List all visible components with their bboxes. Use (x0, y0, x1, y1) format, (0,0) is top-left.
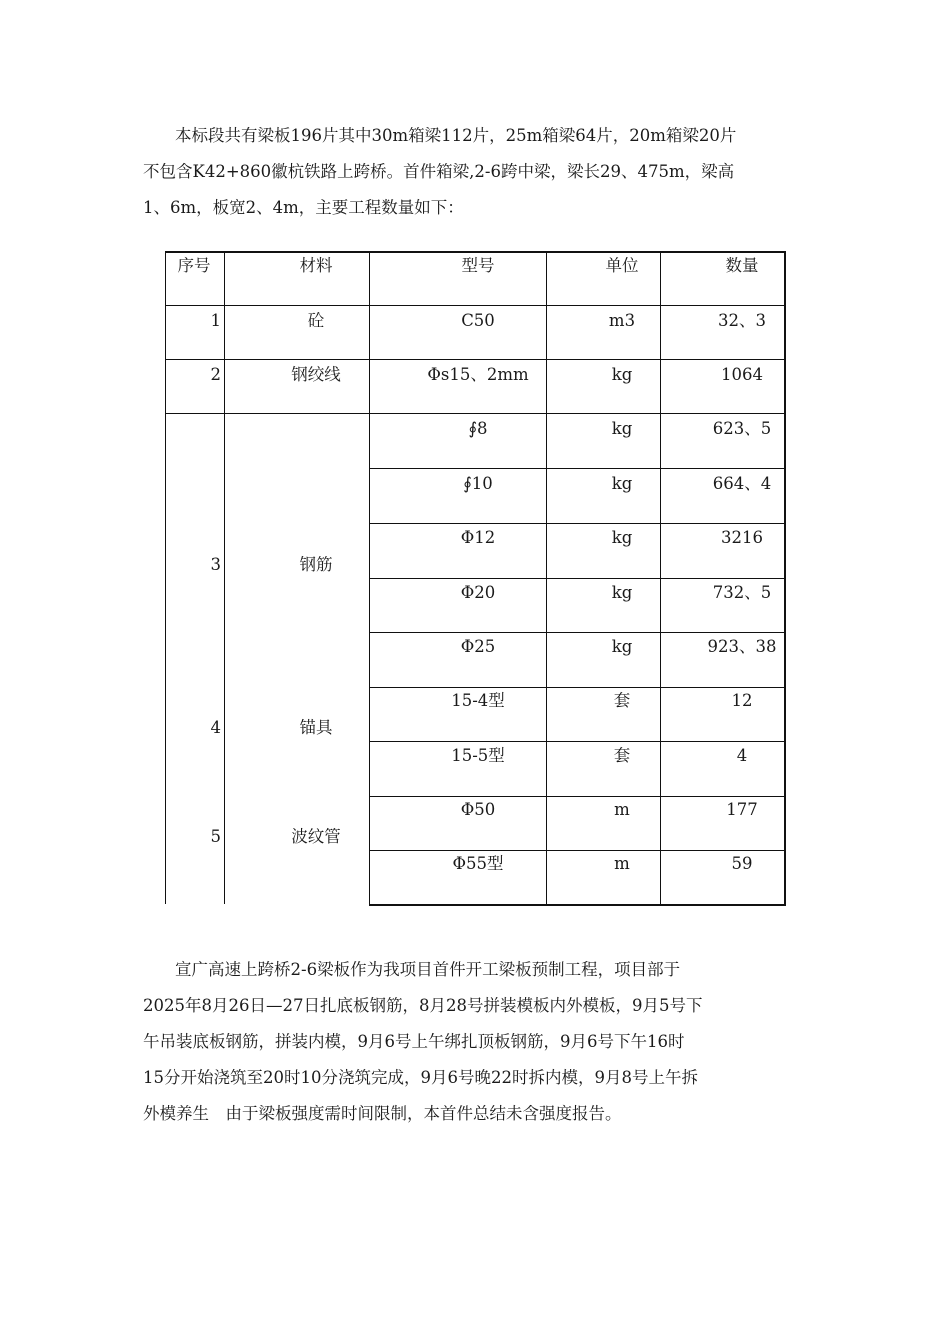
row-unit: kg (611, 419, 633, 438)
row-seq: 5 (210, 827, 221, 846)
row-qty: 1064 (721, 365, 763, 384)
row-unit: kg (611, 365, 633, 384)
row-model: ∮8 (468, 419, 488, 438)
row-qty: 177 (726, 800, 758, 819)
row-qty: 32、3 (718, 311, 766, 330)
row-model: 15-5型 (451, 746, 505, 765)
row-qty: 623、5 (712, 419, 772, 438)
row-unit: kg (611, 583, 633, 602)
row-model: Φ25 (460, 637, 496, 656)
row-qty: 732、5 (712, 583, 772, 602)
row-unit: m (614, 800, 630, 819)
header-seq: 序号 (177, 256, 211, 275)
intro-paragraph (143, 118, 823, 226)
row-seq: 1 (210, 311, 221, 330)
row-model: Φ50 (460, 800, 496, 819)
row-model: Φ20 (460, 583, 496, 602)
row-unit: m (614, 854, 630, 873)
row-qty: 59 (731, 854, 753, 873)
row-qty: 664、4 (712, 474, 772, 493)
summary-line: 15分开始浇筑至20时10分浇筑完成，9月6号晚22时拆内模，9月8号上午拆 (143, 1068, 698, 1087)
header-qty: 数量 (725, 256, 759, 275)
row-qty: 3216 (721, 528, 763, 547)
row-seq: 2 (210, 365, 221, 384)
row-model: C50 (461, 311, 495, 330)
row-model: 15-4型 (451, 691, 505, 710)
row-model: Φs15、2mm (427, 365, 529, 384)
row-material: 砼 (307, 311, 325, 330)
row-unit: 套 (613, 746, 631, 765)
summary-line: 宣广高速上跨桥2-6梁板作为我项目首件开工梁板预制工程，项目部于 (175, 960, 681, 979)
row-model: ∮10 (463, 474, 493, 493)
row-model: Φ12 (460, 528, 496, 547)
intro-line: 本标段共有梁板196片其中30m箱梁112片，25m箱梁64片，20m箱梁20片 (175, 126, 737, 145)
header-material: 材料 (299, 256, 333, 275)
summary-line: 2025年8月26日—27日扎底板钢筋，8月28号拼装模板内外模板，9月5号下 (143, 996, 703, 1015)
header-model: 型号 (461, 256, 495, 275)
header-unit: 单位 (605, 256, 639, 275)
row-material: 钢筋 (299, 555, 333, 574)
row-unit: kg (611, 528, 633, 547)
summary-line: 外模养生 由于梁板强度需时间限制，本首件总结未含强度报告。 (143, 1104, 622, 1123)
row-qty: 4 (736, 746, 748, 765)
row-qty: 923、38 (707, 637, 777, 656)
row-unit: 套 (613, 691, 631, 710)
row-unit: kg (611, 474, 633, 493)
row-model: Φ55型 (452, 854, 504, 873)
row-material: 锚具 (299, 718, 333, 737)
intro-line: 不包含K42+860徽杭铁路上跨桥。首件箱梁,2-6跨中梁，梁长29、475m，梁高 (143, 162, 735, 181)
row-material: 钢绞线 (291, 365, 341, 384)
row-seq: 3 (210, 555, 221, 574)
summary-line: 午吊装底板钢筋，拼装内模，9月6号上午绑扎顶板钢筋，9月6号下午16时 (143, 1032, 685, 1051)
row-qty: 12 (731, 691, 753, 710)
intro-line: 1、6m，板宽2、4m，主要工程数量如下： (143, 198, 464, 217)
row-material: 波纹管 (291, 827, 341, 846)
row-unit: m3 (608, 311, 636, 330)
row-seq: 4 (210, 718, 221, 737)
summary-paragraph (143, 952, 823, 1132)
row-unit: kg (611, 637, 633, 656)
